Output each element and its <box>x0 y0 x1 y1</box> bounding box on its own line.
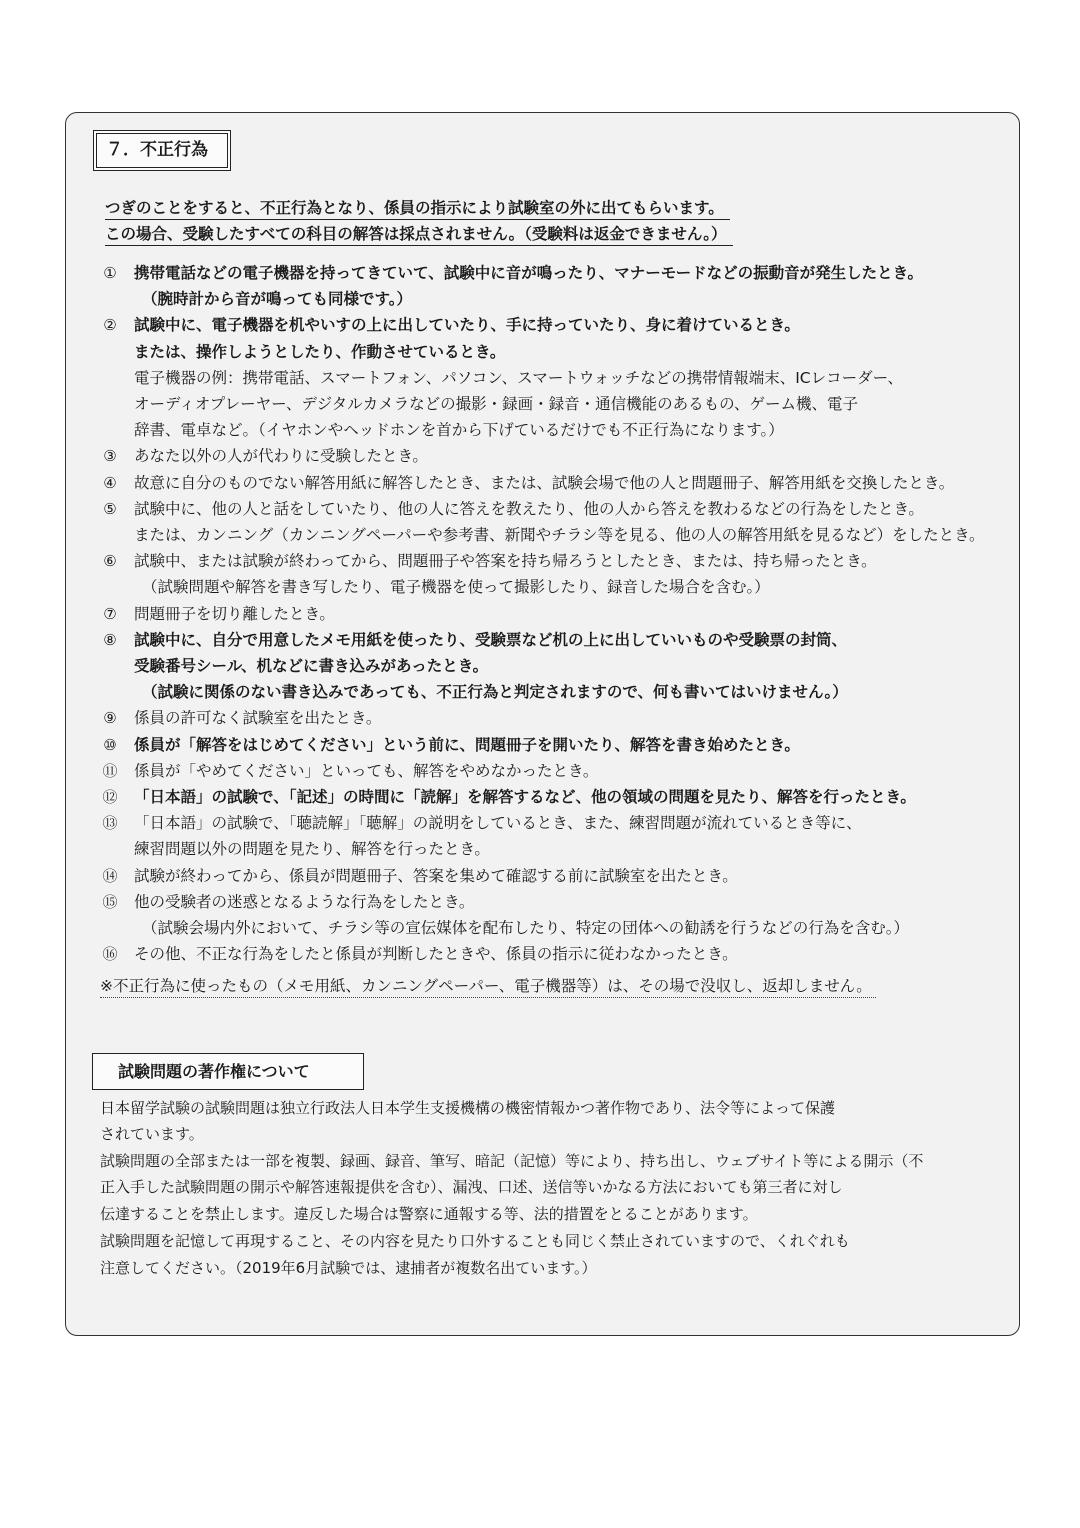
item-number: ⑪ <box>102 761 118 780</box>
item-number: ⑧ <box>103 630 117 649</box>
item-line: （腕時計から音が鳴っても同様です。） <box>142 290 413 309</box>
item-line: 試験中に、他の人と話をしていたり、他の人に答えを教えたり、他の人から答えを教わるなどの行為をしたとき。 <box>134 499 924 518</box>
item-line: その他、不正な行為をしたと係員が判断したときや、係員の指示に従わなかったとき。 <box>134 945 738 964</box>
item-number: ⑥ <box>103 552 117 571</box>
item-line: 辞書、電卓など。（イヤホンやヘッドホンを首から下げているだけでも不正行為になります。） <box>134 421 784 440</box>
copyright-line: 日本留学試験の試験問題は独立行政法人日本学生支援機構の機密情報かつ著作物であり、法令等によって保護 <box>100 1099 836 1117</box>
item-number: ⑭ <box>102 866 118 885</box>
item-line: 受験番号シール、机などに書き込みがあったとき。 <box>134 657 489 675</box>
item-line: オーディオプレーヤー、デジタルカメラなどの撮影・録画・録音・通信機能のあるもの、ゲーム機、電子 <box>134 395 859 413</box>
item-line: （試験会場内外において、チラシ等の宣伝媒体を配布したり、特定の団体への勧誘を行うなどの行為を含む。） <box>142 919 909 937</box>
item-line: 係員が「やめてください」といっても、解答をやめなかったとき。 <box>134 761 599 780</box>
item-line: 試験中に、自分で用意したメモ用紙を使ったり、受験票など机の上に出していいものや受験票の封筒、 <box>134 630 848 649</box>
item-line: 問題冊子を切り離したとき。 <box>134 604 335 623</box>
item-line: あなた以外の人が代わりに受験したとき。 <box>134 447 428 466</box>
item-number: ⑯ <box>102 945 118 964</box>
section-7-title: ７．不正行為 <box>93 130 231 171</box>
intro-line-2: この場合、受験したすべての科目の解答は採点されません。（受験料は返金できません。） <box>105 224 733 246</box>
item-number: ⑦ <box>103 604 117 623</box>
item-line: 試験が終わってから、係員が問題冊子、答案を集めて確認する前に試験室を出たとき。 <box>134 866 738 885</box>
item-number: ⑬ <box>102 814 118 833</box>
item-number: ④ <box>103 473 117 492</box>
item-line: 試験中、または試験が終わってから、問題冊子や答案を持ち帰ろうとしたとき、または、持ち帰ったとき。 <box>134 552 877 571</box>
intro-line-1: つぎのことをすると、不正行為となり、係員の指示により試験室の外に出てもらいます。 <box>105 198 730 220</box>
item-number: ⑩ <box>103 735 117 754</box>
item-line: （試験問題や解答を書き写したり、電子機器を使って撮影したり、録音した場合を含む。） <box>142 578 770 597</box>
item-line: 電子機器の例：携帯電話、スマートフォン、パソコン、スマートウォッチなどの携帯情報端末、ICレコーダー、 <box>134 368 904 387</box>
copyright-line: 注意してください。（2019年6月試験では、逮捕者が複数名出ています。） <box>100 1259 597 1277</box>
item-number: ⑤ <box>103 499 117 518</box>
item-number: ③ <box>103 447 117 466</box>
item-number: ⑫ <box>102 788 118 806</box>
item-line: または、操作しようとしたり、作動させているとき。 <box>134 342 506 361</box>
copyright-line: 試験問題を記憶して再現すること、その内容を見たり口外することも同じく禁止されていますので、くれぐれも <box>100 1232 850 1250</box>
item-line: 他の受験者の迷惑となるような行為をしたとき。 <box>134 892 475 911</box>
item-line: 携帯電話などの電子機器を持ってきていて、試験中に音が鳴ったり、マナーモードなどの振動音が発生したとき。 <box>134 264 923 282</box>
copyright-title: 試験問題の著作権について <box>92 1053 364 1090</box>
item-number: ② <box>103 316 117 335</box>
item-line: または、カンニング（カンニングペーパーや参考書、新聞やチラシ等を見る、他の人の解答用紙を見るなど）をしたとき。 <box>134 526 985 544</box>
item-line: 試験中に、電子機器を机やいすの上に出していたり、手に持っていたり、身に着けているとき。 <box>134 316 800 335</box>
item-line: （試験に関係のない書き込みであっても、不正行為と判定されますので、何も書いてはいけません。） <box>142 683 848 702</box>
copyright-line: 試験問題の全部または一部を複製、録画、録音、筆写、暗記（記憶）等により、持ち出し、ウェブサイト等による開示（不 <box>100 1152 924 1170</box>
item-line: 係員の許可なく試験室を出たとき。 <box>134 709 382 728</box>
item-number: ⑨ <box>103 709 117 728</box>
item-line: 故意に自分のものでない解答用紙に解答したとき、または、試験会場で他の人と問題冊子、解答用紙を交換したとき。 <box>134 473 955 492</box>
confiscation-note: ※不正行為に使ったもの（メモ用紙、カンニングペーパー、電子機器等）は、その場で没収し、返却しません。 <box>100 975 876 998</box>
item-line: 係員が「解答をはじめてください」という前に、問題冊子を開いたり、解答を書き始めたとき。 <box>134 735 800 754</box>
item-number: ⑮ <box>102 892 118 911</box>
copyright-line: 正入手した試験問題の開示や解答速報提供を含む）、漏洩、口述、送信等いかなる方法においても第三者に対し <box>100 1178 843 1196</box>
copyright-line: されています。 <box>100 1125 204 1143</box>
item-line: 「日本語」の試験で、「聴読解」「聴解」の説明をしているとき、また、練習問題が流れているとき等に、 <box>134 814 862 833</box>
item-line: 「日本語」の試験で、「記述」の時間に「読解」を解答するなど、他の領域の問題を見たり、解答を行ったとき。 <box>134 788 916 806</box>
item-number: ① <box>103 264 117 282</box>
item-line: 練習問題以外の問題を見たり、解答を行ったとき。 <box>134 840 490 859</box>
copyright-line: 伝達することを禁止します。違反した場合は警察に通報する等、法的措置をとることがあります。 <box>100 1205 758 1223</box>
